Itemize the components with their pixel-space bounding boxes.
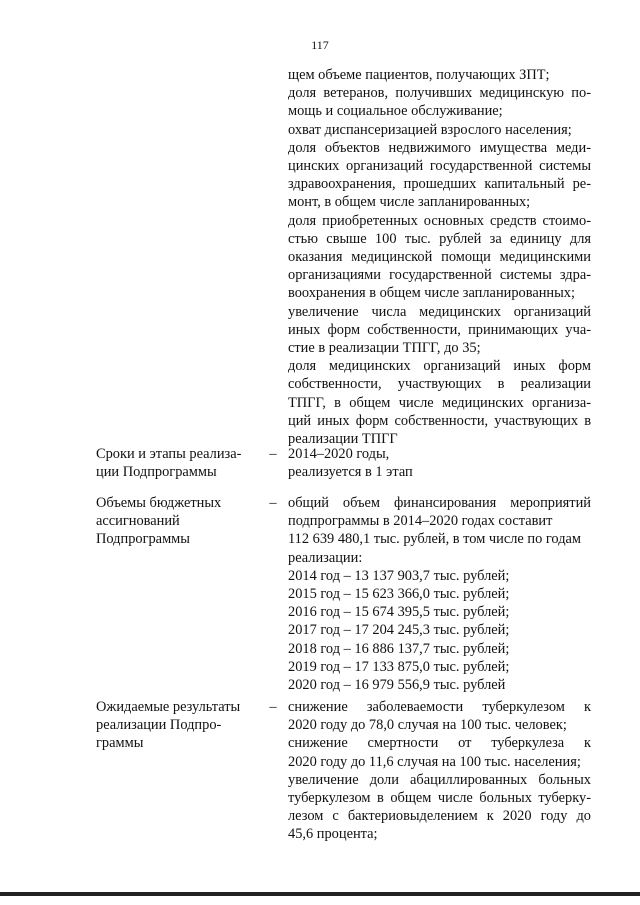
label-line: Сроки и этапы реализа- <box>96 446 242 462</box>
text-line: стие в реализации ТПГГ, до 35; <box>288 340 481 357</box>
text-line: оказания медицинской помощи медицинскими <box>288 249 591 266</box>
text-line: собственности, участвующих в реализации <box>288 376 591 393</box>
section-results-dash: – <box>269 699 277 715</box>
footer-rule <box>0 892 640 896</box>
text-line: организациями государственной системы здра- <box>288 267 591 284</box>
text-line: реализуется в 1 этап <box>288 464 413 481</box>
page-number: 117 <box>311 38 329 52</box>
label-line: Объемы бюджетных <box>96 495 222 511</box>
text-line: щем объеме пациентов, получающих ЗПТ; <box>288 67 550 83</box>
text-line: 2014–2020 годы, <box>288 446 390 462</box>
text-line: 2016 год – 15 674 395,5 тыс. рублей; <box>288 604 510 621</box>
text-line: 2014 год – 13 137 903,7 тыс. рублей; <box>288 567 510 584</box>
section-budget-dash: – <box>269 495 277 511</box>
text-line: стью свыше 100 тыс. рублей за единицу для <box>288 230 591 247</box>
text-line: ТПГГ, в общем числе медицинских организа- <box>288 394 591 411</box>
text-line: увеличение доли абациллированных больных <box>288 771 591 788</box>
text-line: 45,6 процента; <box>288 826 378 843</box>
text-line: общий объем финансирования мероприятий <box>288 495 591 511</box>
text-line: цинских организаций государственной системы <box>288 158 591 175</box>
text-line: доля приобретенных основных средств стоимо- <box>288 212 591 229</box>
text-line: 2020 году до 78,0 случая на 100 тыс. человек; <box>288 717 567 734</box>
text-line: снижение смертности от туберкулеза к <box>288 735 591 752</box>
text-line: 112 639 480,1 тыс. рублей, в том числе по годам <box>288 531 582 548</box>
label-line: граммы <box>96 735 144 752</box>
section-results-label <box>96 698 261 753</box>
text-line: туберкулезом в общем числе больных туберку- <box>288 790 591 807</box>
section-budget-value <box>288 494 591 694</box>
text-line: снижение заболеваемости туберкулезом к <box>288 699 591 715</box>
label-line: реализации Подпро- <box>96 717 222 734</box>
text-line: 2018 год – 16 886 137,7 тыс. рублей; <box>288 640 510 657</box>
text-line: доля ветеранов, получивших медицинскую по- <box>288 85 591 102</box>
text-line: 2020 год – 16 979 556,9 тыс. рублей <box>288 677 506 694</box>
text-line: 2017 год – 17 204 245,3 тыс. рублей; <box>288 622 510 639</box>
text-line: лезом с бактериовыделением к 2020 году до <box>288 808 591 825</box>
section-terms-label <box>96 445 261 481</box>
text-line: реализации ТПГГ <box>288 431 398 448</box>
text-line: воохранения в общем числе запланированных; <box>288 285 575 302</box>
text-line: охват диспансеризацией взрослого населения; <box>288 121 572 138</box>
text-line: здравоохранения, прошедших капитальный ре- <box>288 176 591 193</box>
text-line: ций иных форм собственности, участвующих в <box>288 412 591 429</box>
text-line: увеличение числа медицинских организаций <box>288 303 591 320</box>
continuation-block <box>288 66 591 448</box>
text-line: мощь и социальное обслуживание; <box>288 103 503 120</box>
label-line: ассигнований <box>96 513 180 530</box>
section-terms-value <box>288 445 591 481</box>
text-line: реализации: <box>288 549 363 566</box>
text-line: 2020 году до 11,6 случая на 100 тыс. населения; <box>288 753 581 770</box>
text-line: иных форм собственности, принимающих уча- <box>288 321 591 338</box>
section-budget-label <box>96 494 261 549</box>
text-line: монт, в общем числе запланированных; <box>288 194 531 211</box>
text-line: 2015 год – 15 623 366,0 тыс. рублей; <box>288 586 510 603</box>
text-line: доля объектов недвижимого имущества меди- <box>288 139 591 156</box>
text-line: 2019 год – 17 133 875,0 тыс. рублей; <box>288 658 510 675</box>
text-line: доля медицинских организаций иных форм <box>288 358 591 375</box>
section-terms-dash: – <box>269 446 277 462</box>
text-line: подпрограммы в 2014–2020 годах составит <box>288 513 553 530</box>
label-line: ции Подпрограммы <box>96 464 217 481</box>
section-results-value <box>288 698 591 844</box>
label-line: Ожидаемые результаты <box>96 699 241 715</box>
label-line: Подпрограммы <box>96 531 190 548</box>
